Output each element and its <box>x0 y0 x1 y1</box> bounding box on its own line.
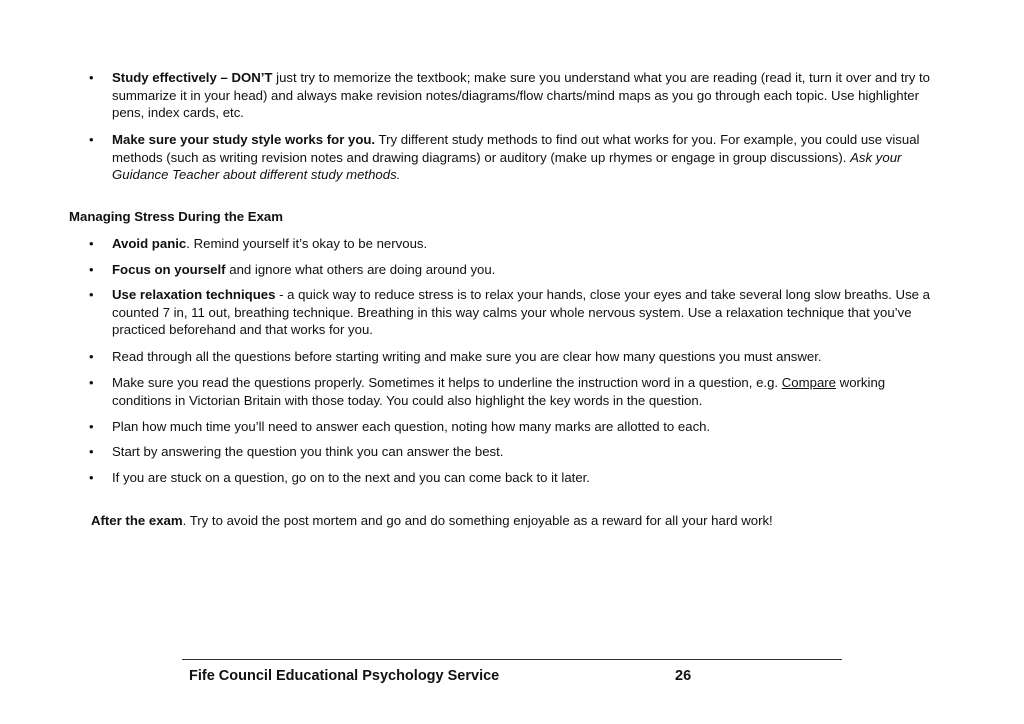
list-item-focus-on-yourself <box>89 261 940 279</box>
list-item-bold-text: Study effectively – DON’T <box>112 70 273 85</box>
bullet-icon: • <box>89 236 94 251</box>
bullet-icon: • <box>89 444 94 459</box>
list-item-text: Read through all the questions before starting writing and make sure you are clear how many questions you must answer. <box>112 349 822 364</box>
footer-organisation: Fife Council Educational Psychology Service <box>189 668 500 684</box>
list-item-study-style <box>89 131 940 184</box>
bullet-icon: • <box>89 262 94 277</box>
list-item-read-questions <box>89 348 940 366</box>
list-item-text-after: working conditions in Victorian Britain with those today. You could also highlight the key words in the question. <box>112 375 886 408</box>
list-item-text: - a quick way to reduce stress is to relax your hands, close your eyes and take several long slow breaths. Use a counted 7 in, 11 out, breathing technique. Breathing in this way calms your whole nervous system. Use a relaxation technique that you’ve practiced beforehand and that works for you. <box>112 287 931 338</box>
list-item-bold-text: Make sure your study style works for you. <box>112 132 376 147</box>
page-number: 26 <box>675 668 692 684</box>
list-item-plan-time <box>89 418 940 436</box>
list-item-bold-text: Focus on yourself <box>112 262 226 277</box>
bullet-icon: • <box>89 70 94 85</box>
list-item-text: Plan how much time you’ll need to answer each question, noting how many marks are allotted to each. <box>112 419 711 434</box>
list-item-text: Start by answering the question you think you can answer the best. <box>112 444 504 459</box>
after-exam-text: . Try to avoid the post mortem and go and do something enjoyable as a reward for all your hard work! <box>182 513 773 528</box>
list-item-underlined-word: Compare <box>781 375 837 390</box>
list-item-read-properly <box>89 374 940 409</box>
list-item-italic-text: Ask your Guidance Teacher about different study methods. <box>112 149 902 183</box>
list-item-avoid-panic <box>89 235 940 253</box>
list-item-text: . Remind yourself it’s okay to be nervous. <box>186 236 428 251</box>
list-item-text: Try different study methods to find out what works for you. For example, you could use visual methods (such as writing revision notes and drawing diagrams) or auditory (make up rhymes or engage in group discussions). <box>112 132 920 165</box>
footer-divider <box>182 659 842 660</box>
bullet-icon: • <box>89 375 94 390</box>
bullet-icon: • <box>89 419 94 434</box>
list-item-text: If you are stuck on a question, go on to the next and you can come back to it later. <box>112 470 590 485</box>
bullet-icon: • <box>89 470 94 485</box>
bullet-icon: • <box>89 287 94 302</box>
after-exam-bold-text: After the exam <box>91 513 183 528</box>
list-item-text: Make sure you read the questions properly. Sometimes it helps to underline the instruction word in a question, e.g. <box>112 375 782 390</box>
list-item-bold-text: Use relaxation techniques <box>112 287 276 302</box>
list-item-bold-text: Avoid panic <box>112 236 187 251</box>
list-item-text: just try to memorize the textbook; make sure you understand what you are reading (read it, turn it over and try to summarize it in your head) and always make revision notes/diagrams/flow charts/mind maps as you go through each topic. Use highlighter pens, index cards, etc. <box>112 70 931 121</box>
list-item-relaxation <box>89 286 940 339</box>
list-item-study-effectively <box>89 69 940 122</box>
list-item-start-best <box>89 443 940 461</box>
bullet-icon: • <box>89 349 94 364</box>
section-heading: Managing Stress During the Exam <box>69 209 283 224</box>
list-item-if-stuck <box>89 469 940 487</box>
list-item-text: and ignore what others are doing around you. <box>225 262 496 277</box>
bullet-icon: • <box>89 132 94 147</box>
after-exam-paragraph <box>91 512 951 530</box>
